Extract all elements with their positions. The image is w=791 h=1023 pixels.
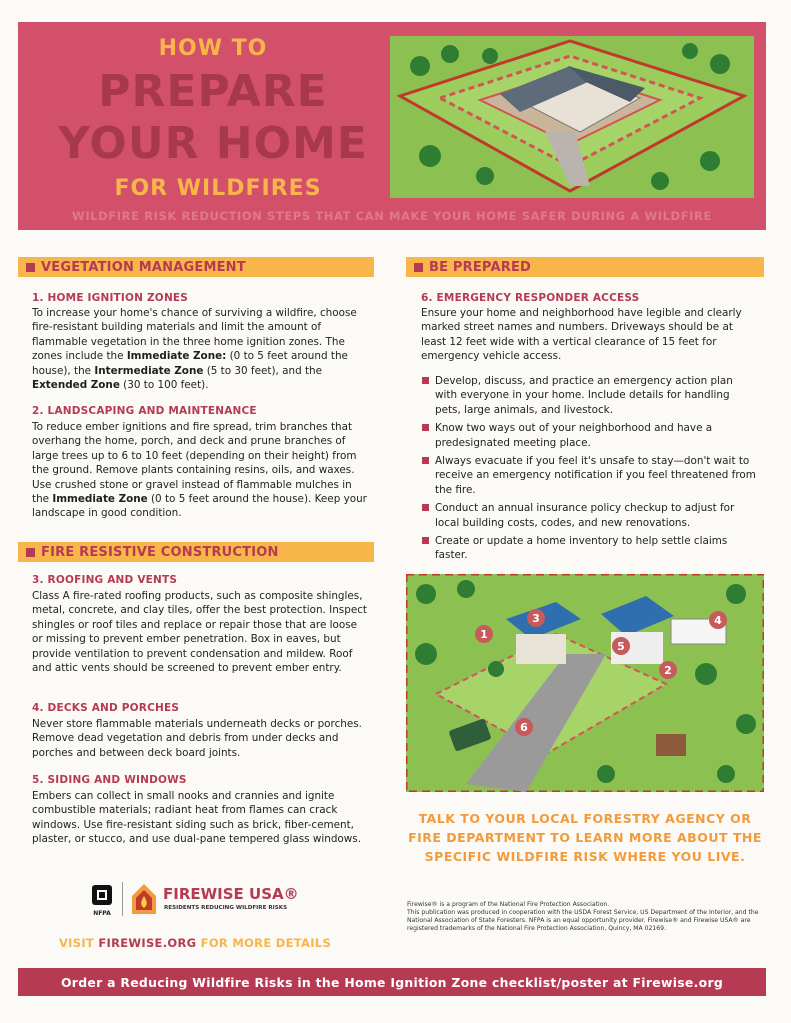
paragraph-decks: Never store flammable materials underneath decks or porches. Remove dead vegetation and debris from under decks and porches and between deck board joints.	[32, 718, 362, 759]
footer-text[interactable]: Order a Reducing Wildfire Risks in the Home Ignition Zone checklist/poster at Firewise.org	[60, 974, 724, 990]
paragraph-siding: Embers can collect in small nooks and crannies and ignite combustible materials; radiant heat from flames can crack windows. Use fire-resistant siding such as brick, fiber-cement, plaster, or stucco, and use dual-pane tempered glass windows.	[32, 790, 362, 846]
list-item: Create or update a home inventory to help settle claims faster.	[421, 534, 756, 563]
talk-to-local-agency-callout: TALK TO YOUR LOCAL FORESTRY AGENCY OR FIRE DEPARTMENT TO LEARN MORE ABOUT THE SPECIFIC WILDFIRE RISK WHERE YOU LIVE.	[408, 811, 762, 864]
term-immediate-zone: Immediate Zone	[52, 493, 148, 506]
subhead-siding: 5. SIDING AND WINDOWS	[32, 774, 187, 786]
text: To increase your home's chance of surviving a wildfire, choose fire-resistant building materials and limit the amount of flammable vegetation in the three home ignition zones. The zones include the	[32, 307, 357, 363]
section-title-fire-resistive: FIRE RESISTIVE CONSTRUCTION	[41, 544, 279, 560]
subhead-landscaping: 2. LANDSCAPING AND MAINTENANCE	[32, 405, 257, 417]
nfpa-logo	[88, 884, 116, 917]
firewise-tagline: RESIDENTS REDUCING WILDFIRE RISKS	[164, 905, 288, 911]
logo-row	[88, 880, 318, 920]
text: (0 to 5 feet around the house), the	[32, 350, 348, 377]
zone-marker-4: 4	[714, 614, 722, 627]
house-zones-illustration	[390, 36, 754, 198]
text: (5 to 30 feet), and the	[203, 364, 323, 377]
logo-divider	[122, 882, 123, 916]
section-title-vegetation: VEGETATION MANAGEMENT	[41, 259, 246, 275]
section-bar-vegetation	[18, 257, 374, 277]
list-item: Always evacuate if you feel it's unsafe to stay—don't wait to receive an emergency notification if you feel threatened from the fire.	[421, 454, 756, 497]
text: To reduce ember ignitions and fire spread, trim branches that overhang the home, porch, and deck and prune branches of large trees up to 6 to 10 feet (depending on their height) from the ground. Remove plants containing resins, oils, and waxes. Use crushed stone or gravel instead of flammable mulches in the	[32, 421, 357, 506]
title-prepare: PREPARE	[98, 66, 328, 117]
numbered-zones-illustration	[406, 574, 764, 792]
zone-marker-5: 5	[617, 640, 625, 653]
term-intermediate-zone: Intermediate Zone	[94, 364, 204, 377]
title-your-home: YOUR HOME	[58, 118, 368, 169]
title-for-wildfires: FOR WILDFIRES	[114, 176, 322, 201]
list-item: Know two ways out of your neighborhood and have a predesignated meeting place.	[421, 421, 756, 450]
subhead-decks: 4. DECKS AND PORCHES	[32, 702, 180, 714]
house-flame-icon	[130, 882, 158, 916]
zone-marker-1: 1	[480, 628, 488, 641]
term-immediate-zone: Immediate Zone:	[126, 350, 227, 363]
subhead-roofing: 3. ROOFING AND VENTS	[32, 574, 178, 586]
paragraph-landscaping	[32, 420, 367, 521]
header-banner	[18, 22, 766, 230]
paragraph-emergency-access: Ensure your home and neighborhood have legible and clearly marked street names and numbers. Driveways should be at least 12 feet wide with a vertical clearance of 15 feet for emergency vehicle access.	[421, 307, 742, 363]
term-extended-zone: Extended Zone	[32, 379, 120, 392]
square-bullet-icon	[26, 548, 35, 557]
nfpa-shield-icon	[88, 884, 116, 906]
firewise-link[interactable]: FIREWISE.ORG	[98, 936, 197, 950]
list-item: Conduct an annual insurance policy checkup to adjust for local building costs, codes, and new renovations.	[421, 501, 756, 530]
firewise-wordmark: FIREWISE USA®	[163, 885, 299, 903]
list-item: Develop, discuss, and practice an emergency action plan with everyone in your home. Include details for handling pets, large animals, and livestock.	[421, 374, 756, 417]
preparedness-bullet-list	[421, 374, 756, 567]
square-bullet-icon	[414, 263, 423, 272]
subhead-emergency-access: 6. EMERGENCY RESPONDER ACCESS	[421, 292, 640, 304]
section-title-be-prepared: BE PREPARED	[429, 259, 532, 275]
zone-marker-2: 2	[664, 664, 672, 677]
zone-marker-3: 3	[532, 612, 540, 625]
visit-firewise-line	[20, 936, 370, 950]
text: (0 to 5 feet around the house). Keep your landscape in good condition.	[32, 493, 367, 520]
text: VISIT	[58, 936, 99, 950]
subhead-home-ignition-zones: 1. HOME IGNITION ZONES	[32, 292, 189, 304]
footer-order-banner	[18, 968, 766, 996]
fine-print-line: This publication was produced in cooperation with the USDA Forest Service, US Department of the Interior, and the National Association of State Foresters. NFPA is an equal opportunity provider. Firewise® and Firewise USA® are registered trademarks of the National Fire Protection Association, Quincy, MA 02169.	[407, 909, 759, 932]
fine-print-line: Firewise® is a program of the National Fire Protection Association.	[407, 901, 610, 908]
title-how-to: HOW TO	[158, 36, 268, 61]
fine-print	[407, 901, 765, 933]
paragraph-home-ignition-zones	[32, 306, 367, 392]
firewise-emblem	[130, 882, 158, 916]
square-bullet-icon	[26, 263, 35, 272]
text: FOR MORE DETAILS	[196, 936, 332, 950]
header-tagline: WILDFIRE RISK REDUCTION STEPS THAT CAN MAKE YOUR HOME SAFER DURING A WILDFIRE	[72, 209, 712, 223]
nfpa-wordmark: NFPA	[93, 910, 111, 917]
text: (30 to 100 feet).	[119, 379, 209, 392]
zone-marker-6: 6	[520, 721, 528, 734]
section-bar-fire-resistive	[18, 542, 374, 562]
section-bar-be-prepared	[406, 257, 764, 277]
paragraph-roofing: Class A fire-rated roofing products, such as composite shingles, metal, concrete, and clay tiles, offer the best protection. Inspect shingles or roof tiles and replace or repair those that are loose or missing to prevent ember penetration. Box in eaves, but provide ventilation to prevent condensation and mildew. Roof and attic vents should be screened to prevent ember entry.	[32, 590, 367, 675]
